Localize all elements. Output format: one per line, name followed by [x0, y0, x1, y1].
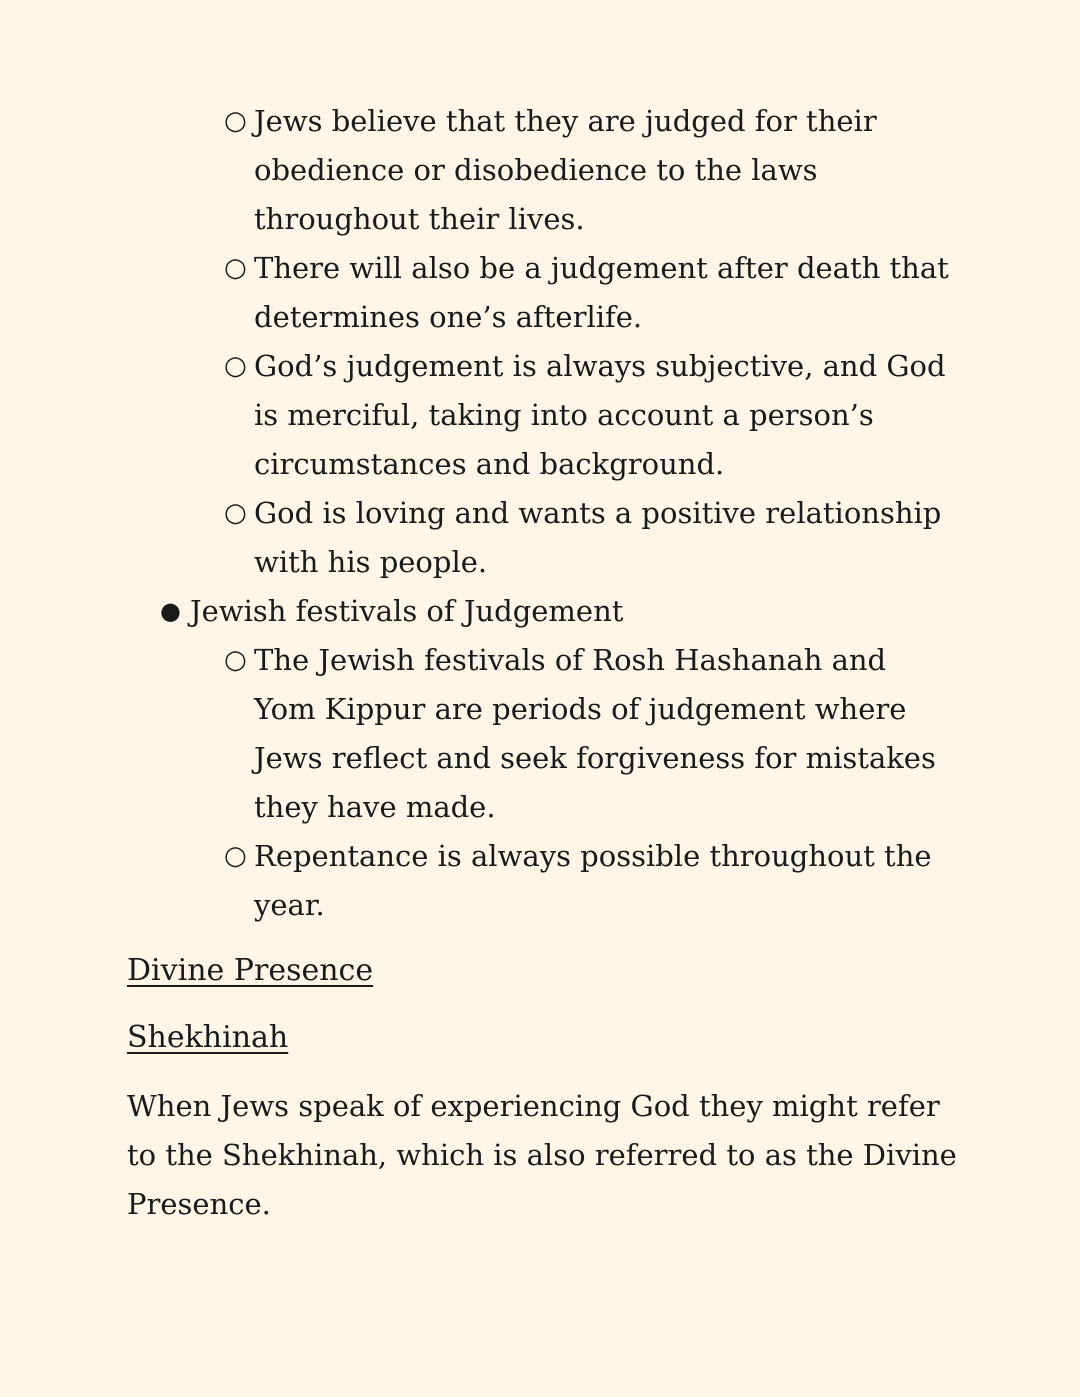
list-item-text: Jews believe that they are judged for their obedience or disobedience to the laws throughout their lives.	[254, 104, 877, 236]
list-item	[0, 636, 954, 832]
shekhinah-heading: Shekhinah	[127, 1020, 289, 1055]
list-item	[0, 244, 954, 342]
festivals-list-item	[0, 587, 1080, 636]
hollow-bullet-icon: ○	[224, 645, 247, 675]
hollow-bullet-icon: ○	[224, 498, 247, 528]
shekhinah-paragraph: When Jews speak of experiencing God they might refer to the Shekhinah, which is also referred to as the Divine Presence.	[127, 1089, 957, 1221]
list-item	[0, 342, 954, 489]
hollow-bullet-icon: ○	[224, 106, 247, 136]
divine-presence-heading: Divine Presence	[127, 953, 374, 988]
festivals-sub-list	[0, 636, 1080, 930]
hollow-bullet-icon: ○	[224, 253, 247, 283]
festivals-label: Jewish festivals of Judgement	[190, 594, 624, 628]
list-item	[0, 97, 954, 244]
list-item-text: The Jewish festivals of Rosh Hashanah and Yom Kippur are periods of judgement where Jews reflect and seek forgiveness for mistakes they have made.	[254, 643, 936, 824]
hollow-bullet-icon: ○	[224, 351, 247, 381]
list-item-text: God is loving and wants a positive relationship with his people.	[254, 496, 942, 579]
list-item-text: God’s judgement is always subjective, and God is merciful, taking into account a person’s circumstances and background.	[254, 349, 946, 481]
judgement-sub-list	[0, 97, 1080, 587]
judgement-section	[0, 97, 1080, 930]
list-item-text: There will also be a judgement after death that determines one’s afterlife.	[254, 251, 949, 334]
hollow-bullet-icon: ○	[224, 841, 247, 871]
filled-bullet-icon: ●	[160, 597, 181, 625]
list-item	[0, 489, 954, 587]
list-item	[0, 832, 954, 930]
list-item-text: Repentance is always possible throughout the year.	[254, 839, 932, 922]
